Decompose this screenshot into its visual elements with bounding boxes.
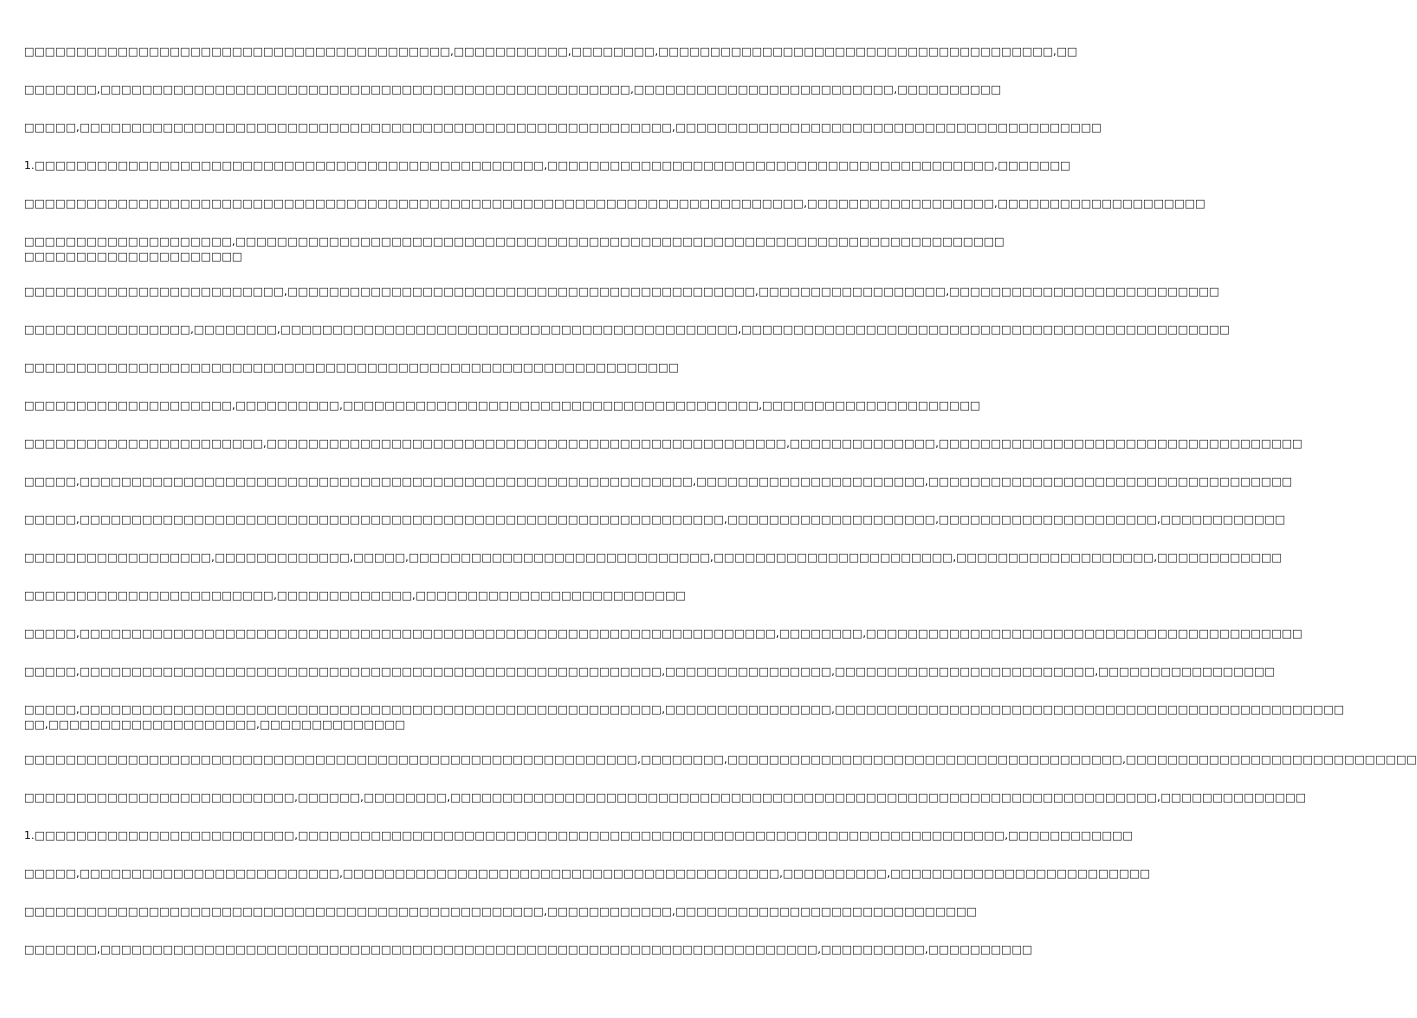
paragraph-9: □□□□□□□□□□□□□□□□□□□□□□□□□□□□□□□□□□□□□□□□□□□□□□□□□□□□□□□□□□□□□□□ xyxy=(24,361,679,374)
paragraph-23: □□□□□□□□□□□□□□□□□□□□□□□□□□□□□□□□□□□□□□□□□□□□□□□□□□,□□□□□□□□□□□□,□□□□□□□□□□□□□□□□□□□□□□□□□□□□□ xyxy=(24,905,977,918)
paragraph-14: □□□□□□□□□□□□□□□□□□,□□□□□□□□□□□□□,□□□□□,□□□□□□□□□□□□□□□□□□□□□□□□□□□□□,□□□□□□□□□□□□□□□□□□□□□□□,□□□□□□□□□□□□□□□□□□□,□□□□□□□□□□□□ xyxy=(24,551,1282,564)
paragraph-20: □□□□□□□□□□□□□□□□□□□□□□□□□□,□□□□□□,□□□□□□□□,□□□□□□□□□□□□□□□□□□□□□□□□□□□□□□□□□□□□□□□□□□□□□□□□□□□□□□□□□□□□□□□□□□□□,□□□□□□□□□□□□□□ xyxy=(24,791,1306,804)
paragraph-11: □□□□□□□□□□□□□□□□□□□□□□□,□□□□□□□□□□□□□□□□□□□□□□□□□□□□□□□□□□□□□□□□□□□□□□□□□□,□□□□□□□□□□□□□□,□□□□□□□□□□□□□□□□□□□□□□□□□□□□□□□□□□□ xyxy=(24,437,1303,450)
paragraph-1: □□□□□□□□□□□□□□□□□□□□□□□□□□□□□□□□□□□□□□□□□,□□□□□□□□□□□,□□□□□□□□,□□□□□□□□□□□□□□□□□□□□□□□□□□□□□□□□□□□□□□,□□ xyxy=(24,45,1078,58)
paragraph-3: □□□□□,□□□□□□□□□□□□□□□□□□□□□□□□□□□□□□□□□□□□□□□□□□□□□□□□□□□□□□□□□,□□□□□□□□□□□□□□□□□□□□□□□□□□□□□□□□□□□□□□□□□ xyxy=(24,121,1102,134)
paragraph-2: □□□□□□□,□□□□□□□□□□□□□□□□□□□□□□□□□□□□□□□□□□□□□□□□□□□□□□□□□□□,□□□□□□□□□□□□□□□□□□□□□□□□□,□□□□□□□□□□ xyxy=(24,83,1002,96)
paragraph-21: 1.□□□□□□□□□□□□□□□□□□□□□□□□□,□□□□□□□□□□□□□□□□□□□□□□□□□□□□□□□□□□□□□□□□□□□□□□□□□□□□□□□□□□□□□□□□□□□□,□□□□□□□□□□□□ xyxy=(24,829,1133,842)
paragraph-12: □□□□□,□□□□□□□□□□□□□□□□□□□□□□□□□□□□□□□□□□□□□□□□□□□□□□□□□□□□□□□□□□□,□□□□□□□□□□□□□□□□□□□□□□,□□□□□□□□□□□□□□□□□□□□□□□□□□□□□□□□□□□ xyxy=(24,475,1293,488)
paragraph-5: □□□□□□□□□□□□□□□□□□□□□□□□□□□□□□□□□□□□□□□□□□□□□□□□□□□□□□□□□□□□□□□□□□□□□□□□□□□,□□□□□□□□□□□□□□□□□□,□□□□□□□□□□□□□□□□□□□□ xyxy=(24,197,1206,210)
paragraph-16: □□□□□,□□□□□□□□□□□□□□□□□□□□□□□□□□□□□□□□□□□□□□□□□□□□□□□□□□□□□□□□□□□□□□□□□□□,□□□□□□□□,□□□□□□□□□□□□□□□□□□□□□□□□□□□□□□□□□□□□□□□□□□ xyxy=(24,627,1303,640)
paragraph-10: □□□□□□□□□□□□□□□□□□□□,□□□□□□□□□□,□□□□□□□□□□□□□□□□□□□□□□□□□□□□□□□□□□□□□□□□,□□□□□□□□□□□□□□□□□□□□□ xyxy=(24,399,981,412)
paragraph-8: □□□□□□□□□□□□□□□□,□□□□□□□□,□□□□□□□□□□□□□□□□□□□□□□□□□□□□□□□□□□□□□□□□□□□□,□□□□□□□□□□□□□□□□□□□□□□□□□□□□□□□□□□□□□□□□□□□□□□□ xyxy=(24,323,1230,336)
paragraph-13: □□□□□,□□□□□□□□□□□□□□□□□□□□□□□□□□□□□□□□□□□□□□□□□□□□□□□□□□□□□□□□□□□□□□,□□□□□□□□□□□□□□□□□□□□,□□□□□□□□□□□□□□□□□□□□□,□□□□□□□□□□□□ xyxy=(24,513,1286,526)
paragraph-7: □□□□□□□□□□□□□□□□□□□□□□□□□,□□□□□□□□□□□□□□□□□□□□□□□□□□□□□□□□□□□□□□□□□□□□□,□□□□□□□□□□□□□□□□□□,□□□□□□□□□□□□□□□□□□□□□□□□□□ xyxy=(24,285,1220,298)
document-page xyxy=(24,44,1417,980)
paragraph-24: □□□□□□□,□□□□□□□□□□□□□□□□□□□□□□□□□□□□□□□□□□□□□□□□□□□□□□□□□□□□□□□□□□□□□□□□□□□□□,□□□□□□□□□□,□□□□□□□□□□ xyxy=(24,943,1033,956)
paragraph-18: □□□□□,□□□□□□□□□□□□□□□□□□□□□□□□□□□□□□□□□□□□□□□□□□□□□□□□□□□□□□□□,□□□□□□□□□□□□□□□□,□□□□□□□□□□□□□□□□□□□□□□□□□□□□□□□□□□□□□□□□□□□□□□□□□ □□,□□□□□□□□□□□□□□□□□□□□,□□□□□□□□□□□□□□ xyxy=(24,703,1345,731)
paragraph-15: □□□□□□□□□□□□□□□□□□□□□□□□,□□□□□□□□□□□□□,□□□□□□□□□□□□□□□□□□□□□□□□□□ xyxy=(24,589,686,602)
paragraph-6: □□□□□□□□□□□□□□□□□□□□,□□□□□□□□□□□□□□□□□□□□□□□□□□□□□□□□□□□□□□□□□□□□□□□□□□□□□□□□□□□□□□□□□□□□□□□□□□ □□□□□□□□□□□□□□□□□□□□□ xyxy=(24,235,1005,263)
paragraph-4: 1.□□□□□□□□□□□□□□□□□□□□□□□□□□□□□□□□□□□□□□□□□□□□□□□□□,□□□□□□□□□□□□□□□□□□□□□□□□□□□□□□□□□□□□□□□□□□□,□□□□□□□ xyxy=(24,159,1071,172)
paragraph-17: □□□□□,□□□□□□□□□□□□□□□□□□□□□□□□□□□□□□□□□□□□□□□□□□□□□□□□□□□□□□□□,□□□□□□□□□□□□□□□□,□□□□□□□□□□□□□□□□□□□□□□□□□,□□□□□□□□□□□□□□□□□ xyxy=(24,665,1275,678)
paragraph-19: □□□□□□□□□□□□□□□□□□□□□□□□□□□□□□□□□□□□□□□□□□□□□□□□□□□□□□□□□□□,□□□□□□□□,□□□□□□□□□□□□□□□□□□□□□□□□□□□□□□□□□□□□□□,□□□□□□□□□□□□□□□□□□□□□□□□□□□□ xyxy=(24,753,1417,766)
paragraph-22: □□□□□,□□□□□□□□□□□□□□□□□□□□□□□□□,□□□□□□□□□□□□□□□□□□□□□□□□□□□□□□□□□□□□□□□□□□,□□□□□□□□□□,□□□□□□□□□□□□□□□□□□□□□□□□□ xyxy=(24,867,1151,880)
